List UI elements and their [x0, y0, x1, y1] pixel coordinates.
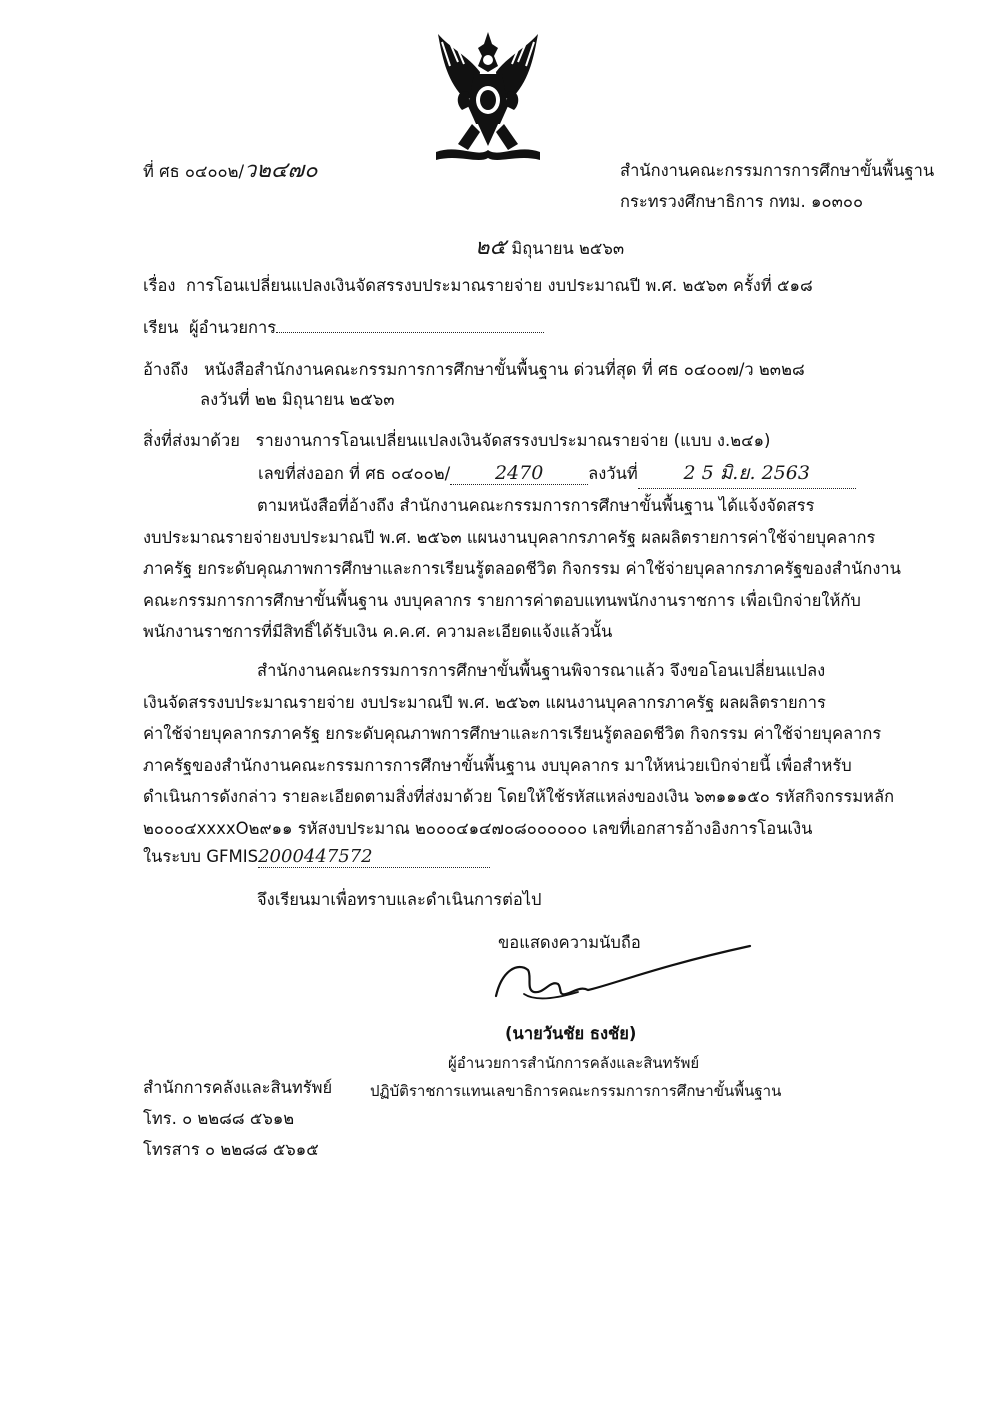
reference-line2: ลงวันที่ ๒๒ มิถุนายน ๒๕๖๓: [200, 390, 395, 409]
paragraph-line: ๒๐๐๐๔xxxxO๒๙๑๑ รหัสงบประมาณ ๒๐๐๐๔๑๔๗๐๘๐๐๐๐๐๐ เลขที่เอกสารอ้างอิงการโอนเงิน: [143, 818, 813, 838]
recipient-label: เรียน: [143, 318, 179, 337]
document-date: [475, 229, 624, 264]
document-number-printed: ที่ ศธ ๐๔๐๐๒/: [143, 162, 245, 181]
footer-phone: โทร. ๐ ๒๒๘๘ ๕๖๑๒: [143, 1109, 295, 1128]
gfmis-field: [258, 846, 490, 868]
export-date-label: ลงวันที่: [588, 464, 638, 483]
export-number-handwritten: 2470: [494, 462, 544, 484]
export-date-handwritten: 2 5 มิ.ย. 2563: [683, 462, 810, 484]
date-day-handwritten: ๒๕: [475, 235, 507, 260]
subject-label: เรื่อง: [143, 276, 176, 295]
paragraph-line: งบประมาณรายจ่ายงบประมาณปี พ.ศ. ๒๕๖๓ แผนงานบุคลากรภาครัฐ ผลผลิตรายการค่าใช้จ่ายบุคลากร: [143, 527, 876, 547]
gfmis-line: [143, 844, 490, 870]
document-number: [143, 152, 318, 187]
gfmis-prefix: ในระบบ GFMIS: [143, 847, 259, 866]
paragraph-line: เงินจัดสรรงบประมาณรายจ่าย งบประมาณปี พ.ศ. ๒๕๖๓ แผนงานบุคลากรภาครัฐ ผลผลิตรายการ: [143, 692, 826, 712]
body-paragraph-1: [143, 490, 908, 648]
paragraph-line: คณะกรรมการการศึกษาขั้นพื้นฐาน งบบุคลากร รายการค่าตอบแทนพนักงานราชการ เพื่อเบิกจ่ายให้กับ: [143, 590, 861, 610]
signer-title-line1: ผู้อำนวยการสำนักการคลังและสินทรัพย์: [448, 1054, 700, 1072]
garuda-emblem-icon: [428, 26, 548, 166]
paragraph-line: พนักงานราชการที่มีสิทธิ์ได้รับเงิน ค.ค.ศ. ความละเอียดแจ้งแล้วนั้น: [143, 622, 613, 641]
signer-name: (นายวันชัย ธงชัย): [505, 1024, 637, 1043]
closing-text: จึงเรียนมาเพื่อทราบและดำเนินการต่อไป: [257, 890, 542, 909]
office-address: กระทรวงศึกษาธิการ กทม. ๑๐๓๐๐: [620, 192, 864, 211]
paragraph-line: ภาครัฐของสำนักงานคณะกรรมการการศึกษาขั้นพื้นฐาน งบบุคลากร มาให้หน่วยเบิกจ่ายนี้ เพื่อสำหรับ: [143, 755, 852, 775]
body-paragraph-2: [143, 655, 908, 844]
footer-department: สำนักการคลังและสินทรัพย์: [143, 1078, 333, 1097]
recipient-line: [143, 315, 544, 341]
reference-line1: [143, 357, 805, 383]
signature-drawing: [488, 940, 758, 1020]
export-date-field: [638, 458, 856, 489]
document-number-handwritten: ว๒๔๗๐: [244, 158, 318, 183]
enclosure-line2: [258, 458, 856, 489]
paragraph-line: ค่าใช้จ่ายบุคลากรภาครัฐ ยกระดับคุณภาพการศึกษาและการเรียนรู้ตลอดชีวิต กิจกรรม ค่าใช้จ่ายบุคลากร: [143, 724, 882, 743]
subject-line: [143, 273, 813, 299]
signer-title-line2: ปฏิบัติราชการแทนเลขาธิการคณะกรรมการการศึกษาขั้นพื้นฐาน: [370, 1082, 782, 1100]
enclosure-text: รายงานการโอนเปลี่ยนแปลงเงินจัดสรรงบประมาณรายจ่าย (แบบ ง.๒๔๑): [255, 431, 771, 450]
paragraph-line: ตามหนังสือที่อ้างถึง สำนักงานคณะกรรมการการศึกษาขั้นพื้นฐาน ได้แจ้งจัดสรร: [257, 496, 815, 515]
footer-fax: โทรสาร ๐ ๒๒๘๘ ๕๖๑๕: [143, 1140, 319, 1159]
gfmis-handwritten: 2000447572: [258, 846, 373, 867]
office-name: สำนักงานคณะกรรมการการศึกษาขั้นพื้นฐาน: [620, 161, 935, 180]
subject-text: การโอนเปลี่ยนแปลงเงินจัดสรรงบประมาณรายจ่าย งบประมาณปี พ.ศ. ๒๕๖๓ ครั้งที่ ๕๑๘: [185, 276, 813, 295]
paragraph-line: ดำเนินการดังกล่าว รายละเอียดตามสิ่งที่ส่งมาด้วย โดยให้ใช้รหัสแหล่งของเงิน ๖๓๑๑๑๕๐ รหัสกิจกรรมหลัก: [143, 787, 895, 806]
reference-text: หนังสือสำนักงานคณะกรรมการการศึกษาขั้นพื้นฐาน ด่วนที่สุด ที่ ศธ ๐๔๐๐๗/ว ๒๓๒๘: [204, 360, 805, 379]
paragraph-line: ภาครัฐ ยกระดับคุณภาพการศึกษาและการเรียนรู้ตลอดชีวิต กิจกรรม ค่าใช้จ่ายบุคลากรภาครัฐของสำนักงาน: [143, 559, 901, 578]
enclosure-label: สิ่งที่ส่งมาด้วย: [143, 431, 240, 450]
reference-label: อ้างถึง: [143, 360, 189, 379]
paragraph-line: สำนักงานคณะกรรมการการศึกษาขั้นพื้นฐานพิจารณาแล้ว จึงขอโอนเปลี่ยนแปลง: [257, 661, 826, 680]
date-month-year: มิถุนายน ๒๕๖๓: [511, 239, 625, 258]
salutation: ขอแสดงความนับถือ: [498, 933, 641, 952]
recipient-blank: [276, 318, 544, 333]
enclosure-line1: [143, 428, 771, 454]
export-number-prefix: เลขที่ส่งออก ที่ ศธ ๐๔๐๐๒/: [258, 464, 451, 483]
export-number-field: [450, 462, 588, 485]
recipient-text: ผู้อำนวยการ: [188, 318, 277, 337]
